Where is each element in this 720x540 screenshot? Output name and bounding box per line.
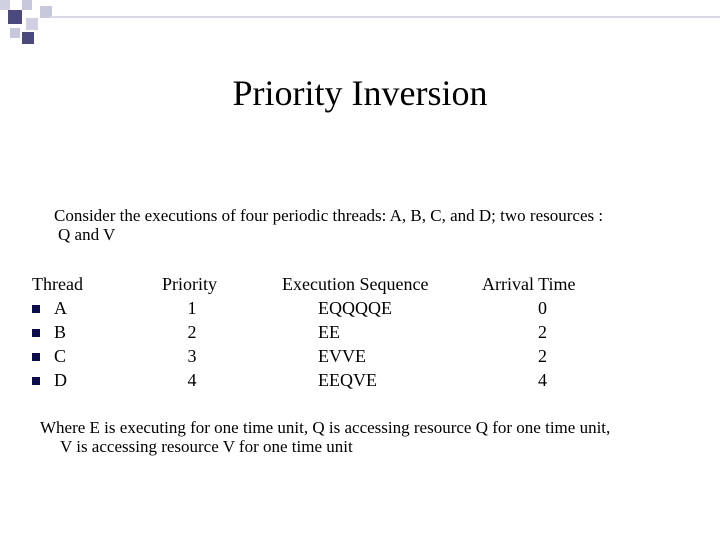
bullet-icon [32,353,40,361]
table-row [32,320,83,344]
column-header-priority: Priority [162,274,218,294]
slide-title: Priority Inversion [232,73,488,113]
priority-value: 4 [187,370,197,390]
arrival-value: 2 [538,346,547,366]
intro-line: Consider the executions of four periodic threads: A, B, C, and D; two resources : [54,206,604,225]
corner-decoration [0,0,720,48]
arrival-value: 0 [538,298,547,318]
note-line: Where E is executing for one time unit, Q is accessing resource Q for one time unit, [40,418,611,437]
note-line: V is accessing resource V for one time unit [60,437,353,456]
arrival-value: 4 [538,370,547,390]
arrival-value: 2 [538,322,547,342]
thread-name: D [54,370,67,390]
table-row [32,344,83,368]
priority-column [162,272,226,392]
sequence-value: EEQVE [318,370,377,390]
arrival-column [482,272,606,392]
sequence-column [282,272,452,392]
priority-value: 2 [187,322,197,342]
thread-name: A [54,298,67,318]
bullet-icon [32,305,40,313]
sequence-value: EQQQQE [318,298,392,318]
thread-column [32,272,83,392]
thread-name: B [54,322,67,342]
table-row [32,296,83,320]
intro-text [54,206,714,244]
intro-line: Q and V [58,225,116,244]
sequence-value: EVVE [318,346,366,366]
priority-value: 1 [187,298,197,318]
column-header-arrival: Arrival Time [482,274,576,294]
column-header-thread: Thread [32,274,83,294]
priority-value: 3 [187,346,197,366]
legend-note [40,418,720,456]
table-row [32,368,83,392]
bullet-icon [32,377,40,385]
thread-name: C [54,346,67,366]
bullet-icon [32,329,40,337]
sequence-value: EE [318,322,340,342]
column-header-sequence: Execution Sequence [282,274,429,294]
